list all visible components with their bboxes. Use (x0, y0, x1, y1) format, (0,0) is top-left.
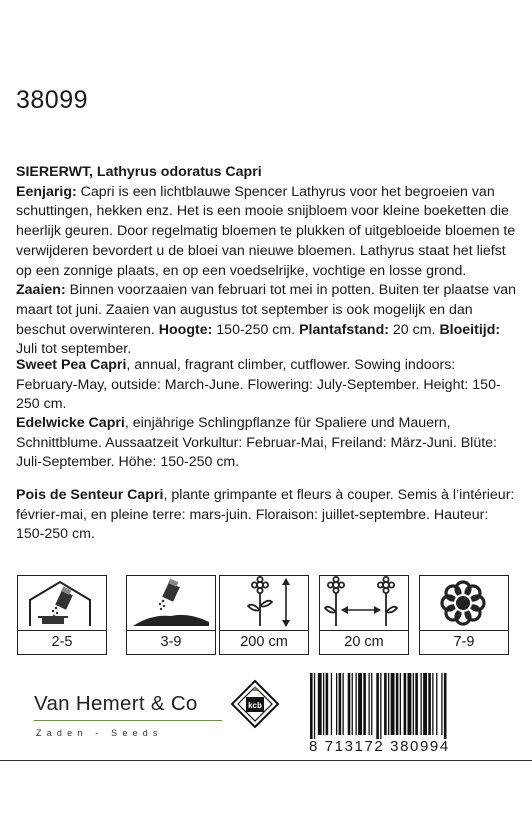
barcode-bar (310, 673, 313, 739)
icon-label: 3-9 (160, 634, 182, 650)
barcode-icon (306, 673, 516, 744)
barcode-bar (441, 673, 442, 735)
barcode-bar (371, 673, 372, 735)
german-name: Edelwicke Capri (16, 415, 125, 431)
barcode-bar (444, 673, 447, 739)
english-name: Sweet Pea Capri (16, 357, 127, 373)
barcode-bar (326, 673, 329, 735)
bloeitijd-text: Juli tot september. (16, 341, 132, 358)
barcode-bar (400, 673, 401, 735)
barcode-bar (318, 673, 322, 735)
barcode-bar (413, 673, 414, 735)
french-description (16, 486, 516, 545)
product-code: 38099 (16, 86, 89, 114)
barcode-bar (369, 673, 370, 735)
barcode-bar (391, 673, 395, 735)
barcode-bar (428, 673, 431, 735)
hoogte-text: 150-250 cm. (212, 321, 300, 338)
barcode-bar (388, 673, 389, 735)
german-description (16, 414, 516, 473)
barcode-bar (331, 673, 332, 735)
barcode-bar (314, 673, 315, 739)
barcode-bar (352, 673, 353, 735)
barcode-bar (323, 673, 324, 735)
barcode-bar (363, 673, 366, 735)
bottom-divider (0, 760, 532, 761)
barcode-bar (423, 673, 427, 735)
kcb-badge-icon (230, 679, 280, 734)
plant-spacing-icon (320, 576, 408, 631)
plant-height-icon (220, 576, 308, 631)
indoor-sowing-icon (18, 576, 106, 631)
barcode-bar (380, 673, 381, 739)
barcode-bar (421, 673, 422, 735)
kcb-badge-text: kcb (248, 701, 262, 710)
french-text: , plante grimpante et fleurs à couper. Semis à l’intérieur: février-mai, en pleine terre: mars-juin. Floraison: juillet-septembre. Hauteur: 150-250 cm. (16, 487, 515, 543)
english-description (16, 356, 516, 415)
barcode-bar (358, 673, 362, 735)
plantafstand-label: Plantafstand: (299, 321, 389, 338)
barcode-bar (348, 673, 351, 735)
english-text: , annual, fragrant climber, cutflower. Sowing indoors: February-May, outside: March-June. Flowering: July-September. Height: 150-250 cm. (16, 357, 501, 413)
bloeitijd-label: Bloeitijd: (439, 321, 501, 338)
german-text: , einjährige Schlingpflanze für Spaliere und Mauern, Schnittblume. Aussaatzeit Vorkultur: Februar-Mai, Freiland: März-Juni. Blüte: Juli-September. Höhe: 150-250 cm. (16, 415, 497, 471)
eenjarig-text: Capri is een lichtblauwe Spencer Lathyrus voor het begroeien van schuttingen, hekken enz. Het is een mooie snijbloem voor kleine boeketten die heerlijk geuren. Door regelmatig bloemen te plukken of uitgebloeide bloemen te verwijderen bevordert u de bloei van nieuwe bloemen. Lathyrus staat het liefst op een zonnige plaats, en op een voedselrijke, vochtige en losse grond. (16, 183, 516, 279)
barcode-number: 8 713172 380994 (309, 738, 450, 755)
icon-label: 7-9 (453, 634, 475, 650)
barcode-bar (376, 673, 379, 739)
french-name: Pois de Senteur Capri (16, 487, 164, 503)
barcode-bar (432, 673, 433, 735)
barcode-bar (356, 673, 357, 735)
brand-underline (34, 720, 222, 721)
plantafstand-text: 20 cm. (388, 321, 440, 338)
zaaien-label: Zaaien: (16, 282, 66, 299)
zaaien-text: Binnen voorzaaien van februari tot mei in potten. Buiten ter plaatse van maart tot juni. Zaaien van augustus tot september is ook mogelijk en dan beschut overwinteren. (16, 282, 517, 338)
hoogte-label: Hoogte: (158, 321, 213, 338)
icon-label: 200 cm (240, 634, 288, 650)
icon-cell-plant-spacing (319, 575, 409, 655)
barcode-bar (336, 673, 337, 735)
dutch-heading: SIERERWT, Lathyrus odoratus Capri (16, 164, 262, 180)
barcode-bar (408, 673, 412, 735)
barcode-bar (396, 673, 399, 735)
flowering-icon (420, 576, 508, 631)
barcode-bar (436, 673, 437, 735)
dutch-description (16, 163, 516, 360)
eenjarig-label: Eenjarig: (16, 183, 77, 200)
barcode-bar (339, 673, 342, 735)
brand-logo (34, 692, 198, 738)
barcode-bar (343, 673, 344, 735)
barcode-bar (384, 673, 387, 735)
barcode-bar (415, 673, 418, 735)
brand-tagline: Zaden - Seeds (36, 728, 163, 738)
icon-cell-outdoor-sowing (126, 575, 216, 655)
barcode-bar (404, 673, 407, 735)
outdoor-sowing-icon (127, 576, 215, 631)
icon-cell-indoor-sowing (17, 575, 107, 655)
icon-cell-flowering (419, 575, 509, 655)
icon-cell-plant-height (219, 575, 309, 655)
icon-label: 20 cm (344, 634, 384, 650)
brand-name: Van Hemert & Co (34, 692, 198, 715)
icon-label: 2-5 (51, 634, 73, 650)
